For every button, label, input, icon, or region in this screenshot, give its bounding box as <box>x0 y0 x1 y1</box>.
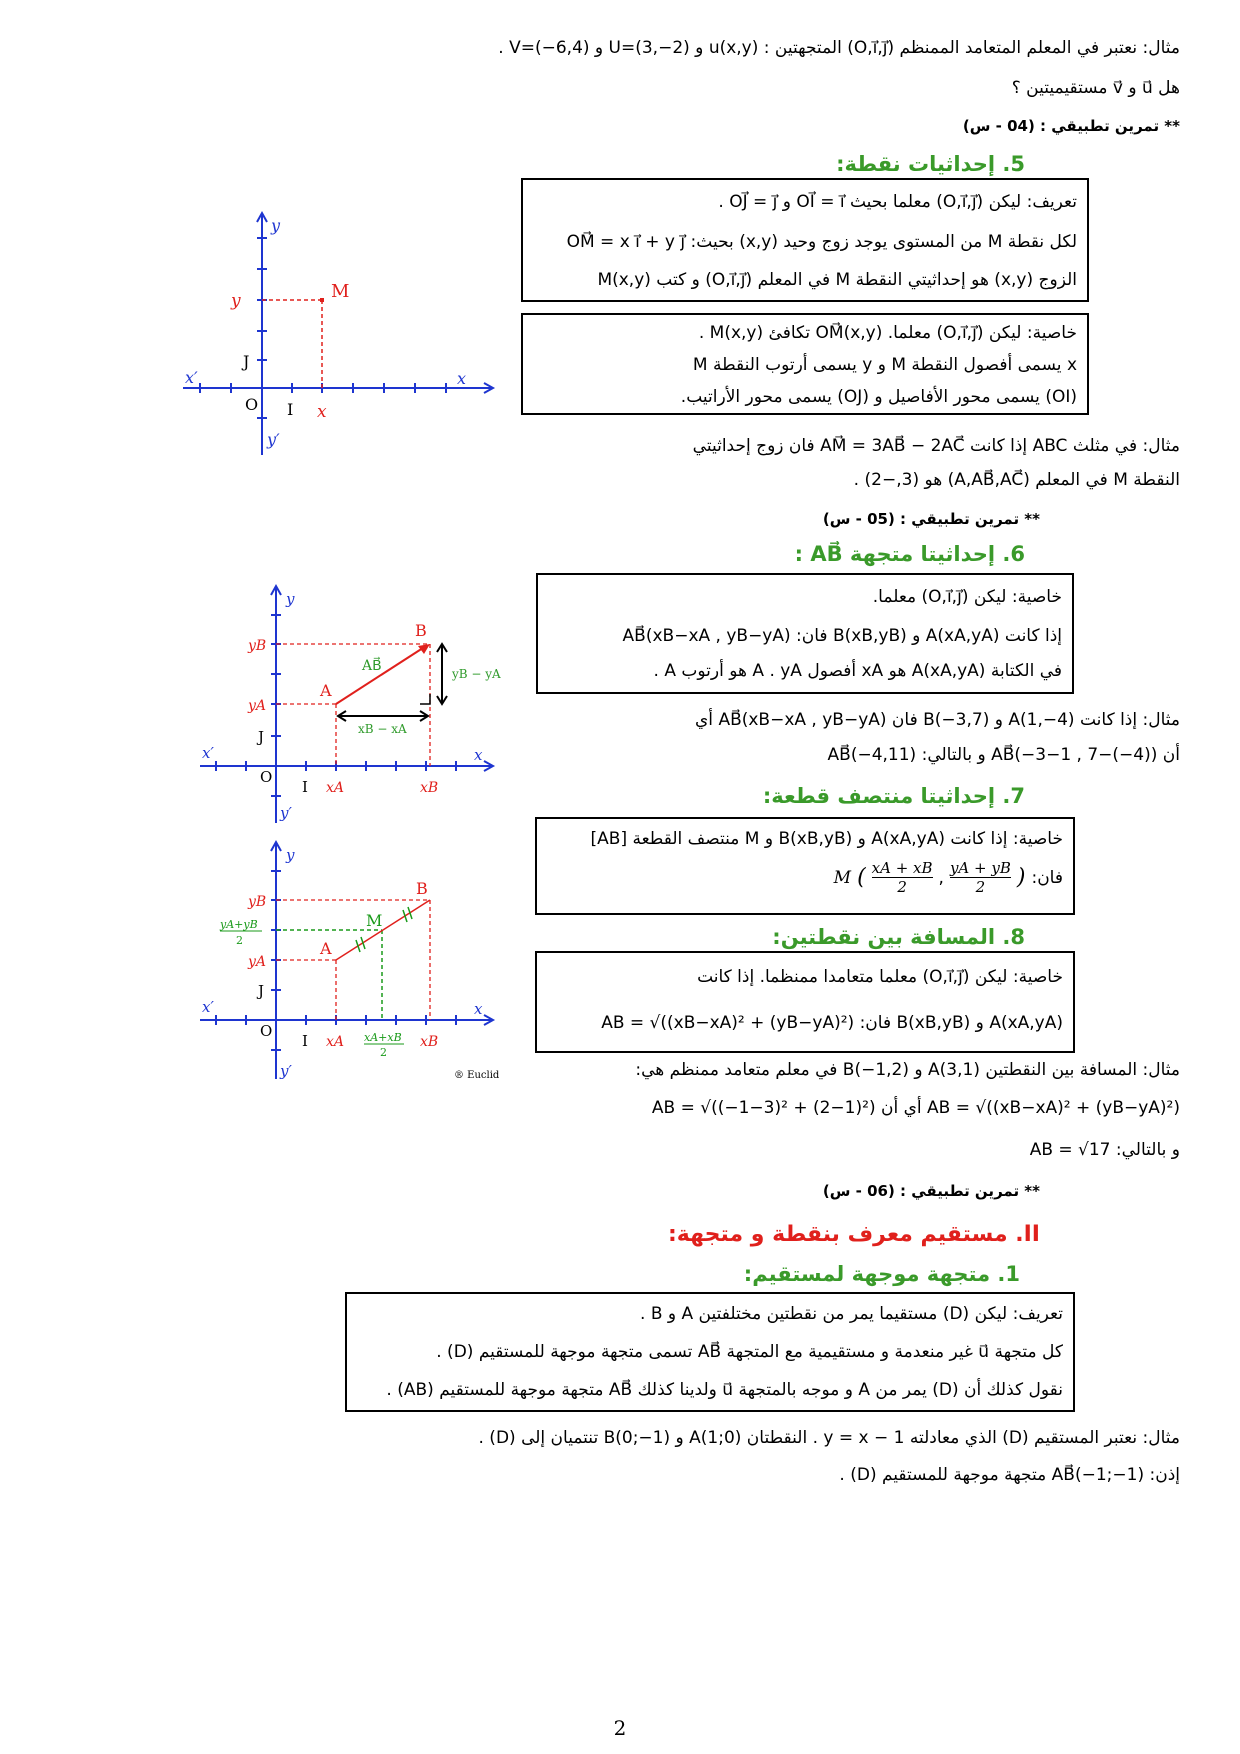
point-a-label: A <box>320 939 332 958</box>
point-a-label: A <box>320 681 332 700</box>
fraction-y-numerator: yA + yB <box>949 859 1011 877</box>
property-distance-box <box>535 951 1075 1053</box>
fraction-x <box>872 859 933 896</box>
y-prime-label: y′ <box>267 430 280 449</box>
y-axis-label: y <box>271 216 281 235</box>
definition-line2: لكل نقطة M من المستوى يوجد زوج وحيد (x,y) بحيث: OM⃗ = x i⃗ + y j⃗ <box>566 232 1077 252</box>
dx-label: xB − xA <box>358 722 407 736</box>
y-prime-label: y′ <box>280 804 292 822</box>
exercise-06: ** تمرين تطبيقي : (06 - س) <box>822 1182 1040 1200</box>
ya-label: yA <box>248 698 267 714</box>
example-vectors-line2: هل u⃗ و v⃗ مستقيميتين ؟ <box>1011 78 1180 98</box>
ym-denominator: 2 <box>236 934 243 947</box>
i-label: I <box>302 1032 308 1050</box>
example-vector-line1: مثال: إذا كانت A(1,−4) و B(−3,7) فان AB⃗(xB−xA , yB−yA) أي <box>695 710 1180 730</box>
j-label: J <box>243 352 250 371</box>
section-6-title: 6. إحداثيتا متجهة AB⃗ : <box>794 542 1025 566</box>
ym-numerator: yA+yB <box>220 918 258 931</box>
property-abscissa-box <box>521 313 1089 415</box>
figure-vector-coordinates <box>190 578 510 828</box>
definition-coordinates-box <box>521 178 1089 302</box>
point-m-label: M <box>366 911 383 930</box>
section-7-title: 7. إحداثيتا منتصف قطعة: <box>762 784 1025 808</box>
section-8-title: 8. المسافة بين نقطتين: <box>772 925 1025 949</box>
property-line1: خاصية: ليكن (O,i⃗,j⃗) معلما. OM⃗(x,y) تكافئ M(x,y) . <box>698 323 1077 343</box>
x-axis-label: x <box>474 746 483 764</box>
property-line3: في الكتابة A(xA,yA) هو xA أفصول A . yA هو أرتوب A . <box>653 661 1062 681</box>
midpoint-label: M <box>833 867 852 888</box>
euclid-credit: ® Euclid <box>454 1070 500 1081</box>
x-axis-label: x <box>457 369 467 388</box>
i-label: I <box>302 778 308 796</box>
x-prime-label: x′ <box>185 368 198 387</box>
xa-label: xA <box>326 780 345 796</box>
section-II-1-title: 1. متجهة موجهة لمستقيم: <box>743 1262 1020 1286</box>
fraction-y <box>950 859 1011 896</box>
dy-label: yB − yA <box>452 667 501 681</box>
example-triangle-line1: مثال: في مثلث ABC إذا كانت AM⃗ = 3AB⃗ − 2AC⃗ فان زوج إحداثيتي <box>692 436 1180 456</box>
y-axis-label: y <box>286 590 295 608</box>
i-label: I <box>287 400 294 419</box>
segment-ab <box>336 900 430 960</box>
exercise-05: ** تمرين تطبيقي : (05 - س) <box>822 510 1040 528</box>
ya-label: yA <box>248 954 267 970</box>
y-axis-label: y <box>286 846 295 864</box>
point-m <box>320 298 324 302</box>
section-II-title: II. مستقيم معرف بنقطة و متجهة: <box>667 1222 1040 1247</box>
section-5-title: 5. إحداثيات نقطة: <box>836 152 1025 176</box>
definition-line1: تعريف: ليكن (O,i⃗,j⃗) معلما بحيث OI⃗ = i⃗ و OJ⃗ = j⃗ . <box>718 192 1077 212</box>
j-label: J <box>258 982 265 1000</box>
exercise-04: ** تمرين تطبيقي : (04 - س) <box>962 117 1180 135</box>
fraction-x-denominator: 2 <box>872 877 933 896</box>
vector-ab <box>336 646 426 704</box>
fraction-x-numerator: xA + xB <box>871 859 933 877</box>
yb-label: yB <box>248 638 267 654</box>
j-label: J <box>258 728 265 746</box>
example-vectors-line1: مثال: نعتبر في المعلم المتعامد الممنظم (O,i⃗,j⃗) المتجهتين : u(x,y) و U=(3,−2) و V=(−6,4) . <box>498 38 1180 58</box>
formula-prefix: فان: <box>1031 867 1063 888</box>
vector-ab-label: AB⃗ <box>362 658 382 674</box>
point-b-label: B <box>415 621 427 640</box>
page-number: 2 <box>613 1716 627 1740</box>
example-distance-line1: مثال: المسافة بين النقطتين A(3,1) و B(−1,2) في معلم متعامد ممنظم هي: <box>635 1060 1180 1080</box>
property-line1: خاصية: ليكن (O,i⃗,j⃗) معلما. <box>872 587 1062 607</box>
property-line2: A(xA,yA) و B(xB,yB) فان: AB = √((xB−xA)² + (yB−yA)²) <box>601 1013 1063 1033</box>
example-line-line2: إذن: AB⃗(−1;−1) متجهة موجهة للمستقيم (D) . <box>839 1465 1180 1485</box>
definition-line3: نقول كذلك أن (D) يمر من A و موجه بالمتجهة u⃗ ولدينا كذلك AB⃗ متجهة موجهة للمستقيم (AB) . <box>386 1380 1063 1400</box>
property-line1: خاصية: ليكن (O,i⃗,j⃗) معلما متعامدا ممنظما. إذا كانت <box>697 967 1063 987</box>
property-line2: x يسمى أفصول النقطة M و y يسمى أرتوب النقطة M <box>692 355 1077 375</box>
figure-point-coordinates <box>175 205 505 465</box>
xb-label: xB <box>420 1034 439 1050</box>
definition-line2: كل متجهة u⃗ غير منعدمة و مستقيمية مع المتجهة AB⃗ تسمى متجهة موجهة للمستقيم (D) . <box>436 1342 1063 1362</box>
property-midpoint-box <box>535 817 1075 915</box>
definition-direction-vector-box <box>345 1292 1075 1412</box>
example-distance-line2: AB = √((xB−xA)² + (yB−yA)²) أي أن AB = √((−1−3)² + (2−1)²) <box>651 1098 1180 1118</box>
example-triangle-line2: النقطة M في المعلم (A,AB⃗,AC⃗) هو (3,−2) . <box>853 470 1180 490</box>
definition-line3: الزوج (x,y) هو إحداثيتي النقطة M في المعلم (O,i⃗,j⃗) و كتب M(x,y) <box>597 270 1077 290</box>
fraction-y-denominator: 2 <box>950 877 1011 896</box>
definition-line1: تعريف: ليكن (D) مستقيما يمر من نقطتين مختلفتين A و B . <box>640 1304 1063 1324</box>
property-line1: خاصية: إذا كانت A(xA,yA) و B(xB,yB) و M منتصف القطعة [AB] <box>590 829 1063 849</box>
point-m-label: M <box>331 281 350 302</box>
point-b-label: B <box>416 879 428 898</box>
yb-label: yB <box>248 894 267 910</box>
y-prime-label: y′ <box>280 1062 292 1080</box>
property-line3: (OI) يسمى محور الأفاصيل و (OJ) يسمى محور الأراتيب. <box>680 387 1077 407</box>
xm-numerator: xA+xB <box>364 1031 402 1044</box>
xb-label: xB <box>420 780 439 796</box>
origin-label: O <box>260 768 273 786</box>
x-prime-label: x′ <box>202 744 214 762</box>
x-prime-label: x′ <box>202 998 214 1016</box>
x-axis-label: x <box>474 1000 483 1018</box>
example-distance-line3: و بالتالي: AB = √17 <box>1029 1140 1180 1160</box>
example-line-line1: مثال: نعتبر المستقيم (D) الذي معادلته y = x − 1 . النقطتان A(1;0) و B(0;−1) تنتميان إلى (D) . <box>478 1428 1180 1448</box>
xm-denominator: 2 <box>380 1046 387 1059</box>
property-line2: إذا كانت A(xA,yA) و B(xB,yB) فان: AB⃗(xB−xA , yB−yA) <box>622 626 1062 646</box>
y-coordinate-label: y <box>231 291 241 311</box>
midpoint-formula: فان: ( $\frac{yA + yB}{2}$ , $\frac{xA + xB}{2}$ ) M <box>833 859 1063 896</box>
x-coordinate-label: x <box>317 402 327 422</box>
property-vector-coords-box <box>536 573 1074 694</box>
origin-label: O <box>245 395 259 414</box>
origin-label: O <box>260 1022 273 1040</box>
example-vector-line2: أن AB⃗(−3−1 , 7−(−4)) و بالتالي: AB⃗(−4,11) <box>827 745 1180 765</box>
xa-label: xA <box>326 1034 345 1050</box>
figure-midpoint <box>190 836 520 1086</box>
